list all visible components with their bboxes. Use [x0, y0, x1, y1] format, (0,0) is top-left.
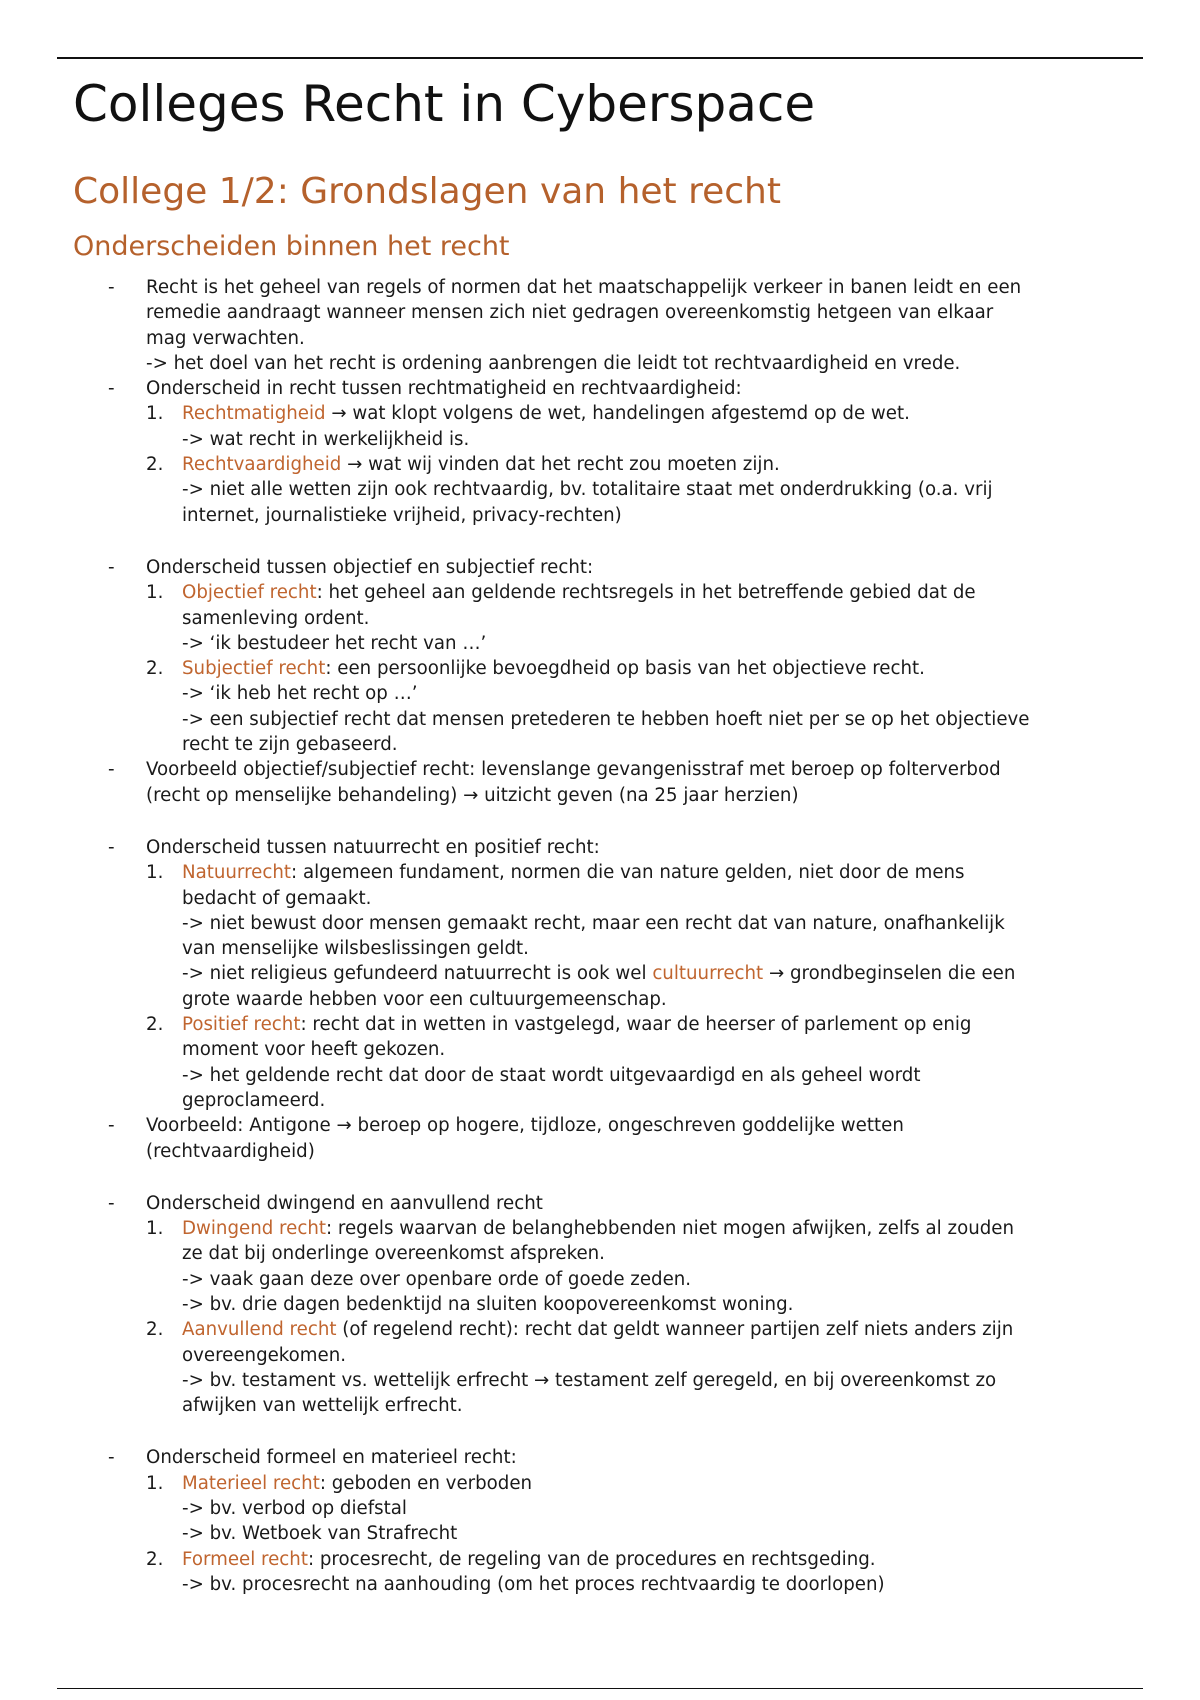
numbered-item — [0, 1216, 1200, 1317]
term-highlight: Aanvullend recht — [182, 1319, 337, 1341]
term-highlight: Objectief recht — [182, 582, 317, 604]
text-fragment: -> niet religieus gefundeerd natuurrecht is ook wel — [182, 963, 653, 985]
text-line: -> vaak gaan deze over openbare orde of goede zeden. — [182, 1268, 692, 1290]
text-line: grote waarde hebben voor een cultuurgemeenschap. — [182, 988, 667, 1010]
numbered-item — [0, 1317, 1200, 1418]
text-line: Onderscheid dwingend en aanvullend recht — [146, 1192, 543, 1214]
term-highlight: Natuurrecht — [182, 862, 292, 884]
text-line: bedacht of gemaakt. — [182, 887, 372, 909]
numbered-item — [0, 452, 1200, 528]
text-line: -> ‘ik heb het recht op …’ — [182, 683, 418, 705]
term-highlight: Rechtvaardigheid — [182, 454, 342, 476]
bullet-marker: - — [108, 1115, 115, 1137]
bullet-natuurrecht-positief — [0, 835, 1200, 860]
text-line: moment voor heeft gekozen. — [182, 1039, 446, 1061]
item-number: 2. — [146, 1319, 164, 1341]
term-definition: → wat wij vinden dat het recht zou moeten zijn. — [341, 454, 780, 476]
bullet-formeel-materieel — [0, 1445, 1200, 1470]
bottom-rule — [57, 1688, 1143, 1689]
text-line: Voorbeeld objectief/subjectief recht: levenslange gevangenisstraf met beroep op folterverbod — [146, 759, 1001, 781]
text-line: -> ‘ik bestudeer het recht van …’ — [182, 632, 487, 654]
numbered-item — [0, 401, 1200, 452]
numbered-item — [0, 860, 1200, 1012]
bullet-dwingend-aanvullend — [0, 1191, 1200, 1216]
term-highlight: Formeel recht — [182, 1548, 308, 1570]
top-rule — [57, 57, 1143, 59]
text-line: mag verwachten. — [146, 327, 305, 349]
bullet-marker: - — [108, 759, 115, 781]
text-line: internet, journalistieke vrijheid, privacy-rechten) — [182, 504, 622, 526]
text-line: -> het geldende recht dat door de staat wordt uitgevaardigd en als geheel wordt — [182, 1064, 921, 1086]
term-highlight: Materieel recht — [182, 1472, 320, 1494]
term-highlight: Positief recht — [182, 1014, 301, 1036]
text-line: geproclameerd. — [182, 1089, 326, 1111]
text-line: Recht is het geheel van regels of normen dat het maatschappelijk verkeer in banen leidt en een — [146, 277, 1022, 298]
text-line: -> bv. drie dagen bedenktijd na sluiten koopovereenkomst woning. — [182, 1293, 794, 1315]
term-highlight: Dwingend recht — [182, 1218, 326, 1240]
text-line: -> het doel van het recht is ordening aanbrengen die leidt tot rechtvaardigheid en vrede. — [146, 352, 961, 374]
text-line: afwijken van wettelijk erfrecht. — [182, 1395, 463, 1417]
text-line: Voorbeeld: Antigone → beroep op hogere, tijdloze, ongeschreven goddelijke wetten — [146, 1115, 904, 1137]
item-number: 1. — [146, 1472, 164, 1494]
term-definition: : procesrecht, de regeling van de procedures en rechtsgeding. — [307, 1548, 876, 1570]
document-title: Colleges Recht in Cyberspace — [73, 75, 816, 133]
term-definition: : algemeen fundament, normen die van nature gelden, niet door de mens — [291, 862, 965, 884]
text-line: -> bv. testament vs. wettelijk erfrecht → testament zelf geregeld, en bij overeenkomst zo — [182, 1369, 997, 1391]
text-line: -> een subjectief recht dat mensen pretederen te hebben hoeft niet per se op het objectieve — [182, 708, 1030, 730]
text-line: Onderscheid tussen objectief en subjectief recht: — [146, 556, 594, 578]
bullet-voorbeeld-antigone — [0, 1113, 1200, 1164]
bullet-marker: - — [108, 277, 115, 298]
item-number: 1. — [146, 403, 164, 425]
college-heading: College 1/2: Grondslagen van het recht — [73, 171, 781, 212]
item-number: 1. — [146, 582, 164, 604]
text-line: -> bv. procesrecht na aanhouding (om het proces rechtvaardig te doorlopen) — [182, 1573, 885, 1595]
text-line: (recht op menselijke behandeling) → uitzicht geven (na 25 jaar herzien) — [146, 784, 799, 806]
term-definition: : recht dat in wetten in vastgelegd, waar de heerser of parlement op enig — [300, 1014, 972, 1036]
text-line: -> bv. Wetboek van Strafrecht — [182, 1523, 458, 1545]
term-definition: : geboden en verboden — [319, 1472, 533, 1494]
bullet-marker: - — [108, 556, 115, 578]
term-highlight: cultuurrecht — [652, 963, 764, 985]
text-line: Onderscheid formeel en materieel recht: — [146, 1447, 517, 1469]
numbered-item — [0, 1012, 1200, 1113]
text-line: van menselijke wilsbeslissingen geldt. — [182, 938, 529, 960]
text-line: -> niet alle wetten zijn ook rechtvaardig, bv. totalitaire staat met onderdrukking (o.a. vrij — [182, 479, 993, 501]
text-line: Onderscheid in recht tussen rechtmatigheid en rechtvaardigheid: — [146, 378, 742, 400]
text-fragment: → grondbeginselen die een — [763, 963, 1016, 985]
bullet-rechtmatigheid-rechtvaardigheid — [0, 376, 1200, 401]
notes-body — [0, 275, 1200, 1597]
numbered-item — [0, 580, 1200, 656]
text-line: recht te zijn gebaseerd. — [182, 734, 398, 756]
section-heading: Onderscheiden binnen het recht — [73, 231, 510, 262]
term-definition: : het geheel aan geldende rechtsregels in het betreffende gebied dat de — [316, 582, 976, 604]
term-definition: → wat klopt volgens de wet, handelingen afgestemd op de wet. — [325, 403, 910, 425]
item-number: 2. — [146, 1014, 164, 1036]
term-highlight: Subjectief recht — [182, 658, 326, 680]
item-number: 1. — [146, 862, 164, 884]
term-highlight: Rechtmatigheid — [182, 403, 326, 425]
text-line: Onderscheid tussen natuurrecht en positief recht: — [146, 836, 600, 858]
text-line: remedie aandraagt wanneer mensen zich niet gedragen overeenkomstig hetgeen van elkaar — [146, 302, 994, 324]
bullet-definition-recht — [0, 275, 1200, 376]
item-number: 2. — [146, 658, 164, 680]
text-line: samenleving ordent. — [182, 607, 370, 629]
numbered-item — [0, 656, 1200, 757]
bullet-marker: - — [108, 378, 115, 400]
numbered-item — [0, 1471, 1200, 1547]
text-line: -> wat recht in werkelijkheid is. — [182, 428, 470, 450]
term-definition: : een persoonlijke bevoegdheid op basis van het objectieve recht. — [325, 658, 925, 680]
bullet-marker: - — [108, 1192, 115, 1214]
item-number: 1. — [146, 1218, 164, 1240]
numbered-item — [0, 1547, 1200, 1598]
text-line: ze dat bij onderlinge overeenkomst afspreken. — [182, 1243, 605, 1265]
bullet-marker: - — [108, 836, 115, 858]
term-definition: (of regelend recht): recht dat geldt wanneer partijen zelf niets anders zijn — [336, 1319, 1014, 1341]
text-line: -> niet bewust door mensen gemaakt recht, maar een recht dat van nature, onafhankelijk — [182, 912, 1005, 934]
item-number: 2. — [146, 454, 164, 476]
bullet-voorbeeld-levenslang — [0, 757, 1200, 808]
item-number: 2. — [146, 1548, 164, 1570]
term-definition: : regels waarvan de belanghebbenden niet mogen afwijken, zelfs al zouden — [325, 1218, 1014, 1240]
bullet-marker: - — [108, 1447, 115, 1469]
text-line: (rechtvaardigheid) — [146, 1140, 315, 1162]
text-line: overeengekomen. — [182, 1344, 347, 1366]
bullet-objectief-subjectief — [0, 555, 1200, 580]
text-line: -> bv. verbod op diefstal — [182, 1498, 407, 1520]
